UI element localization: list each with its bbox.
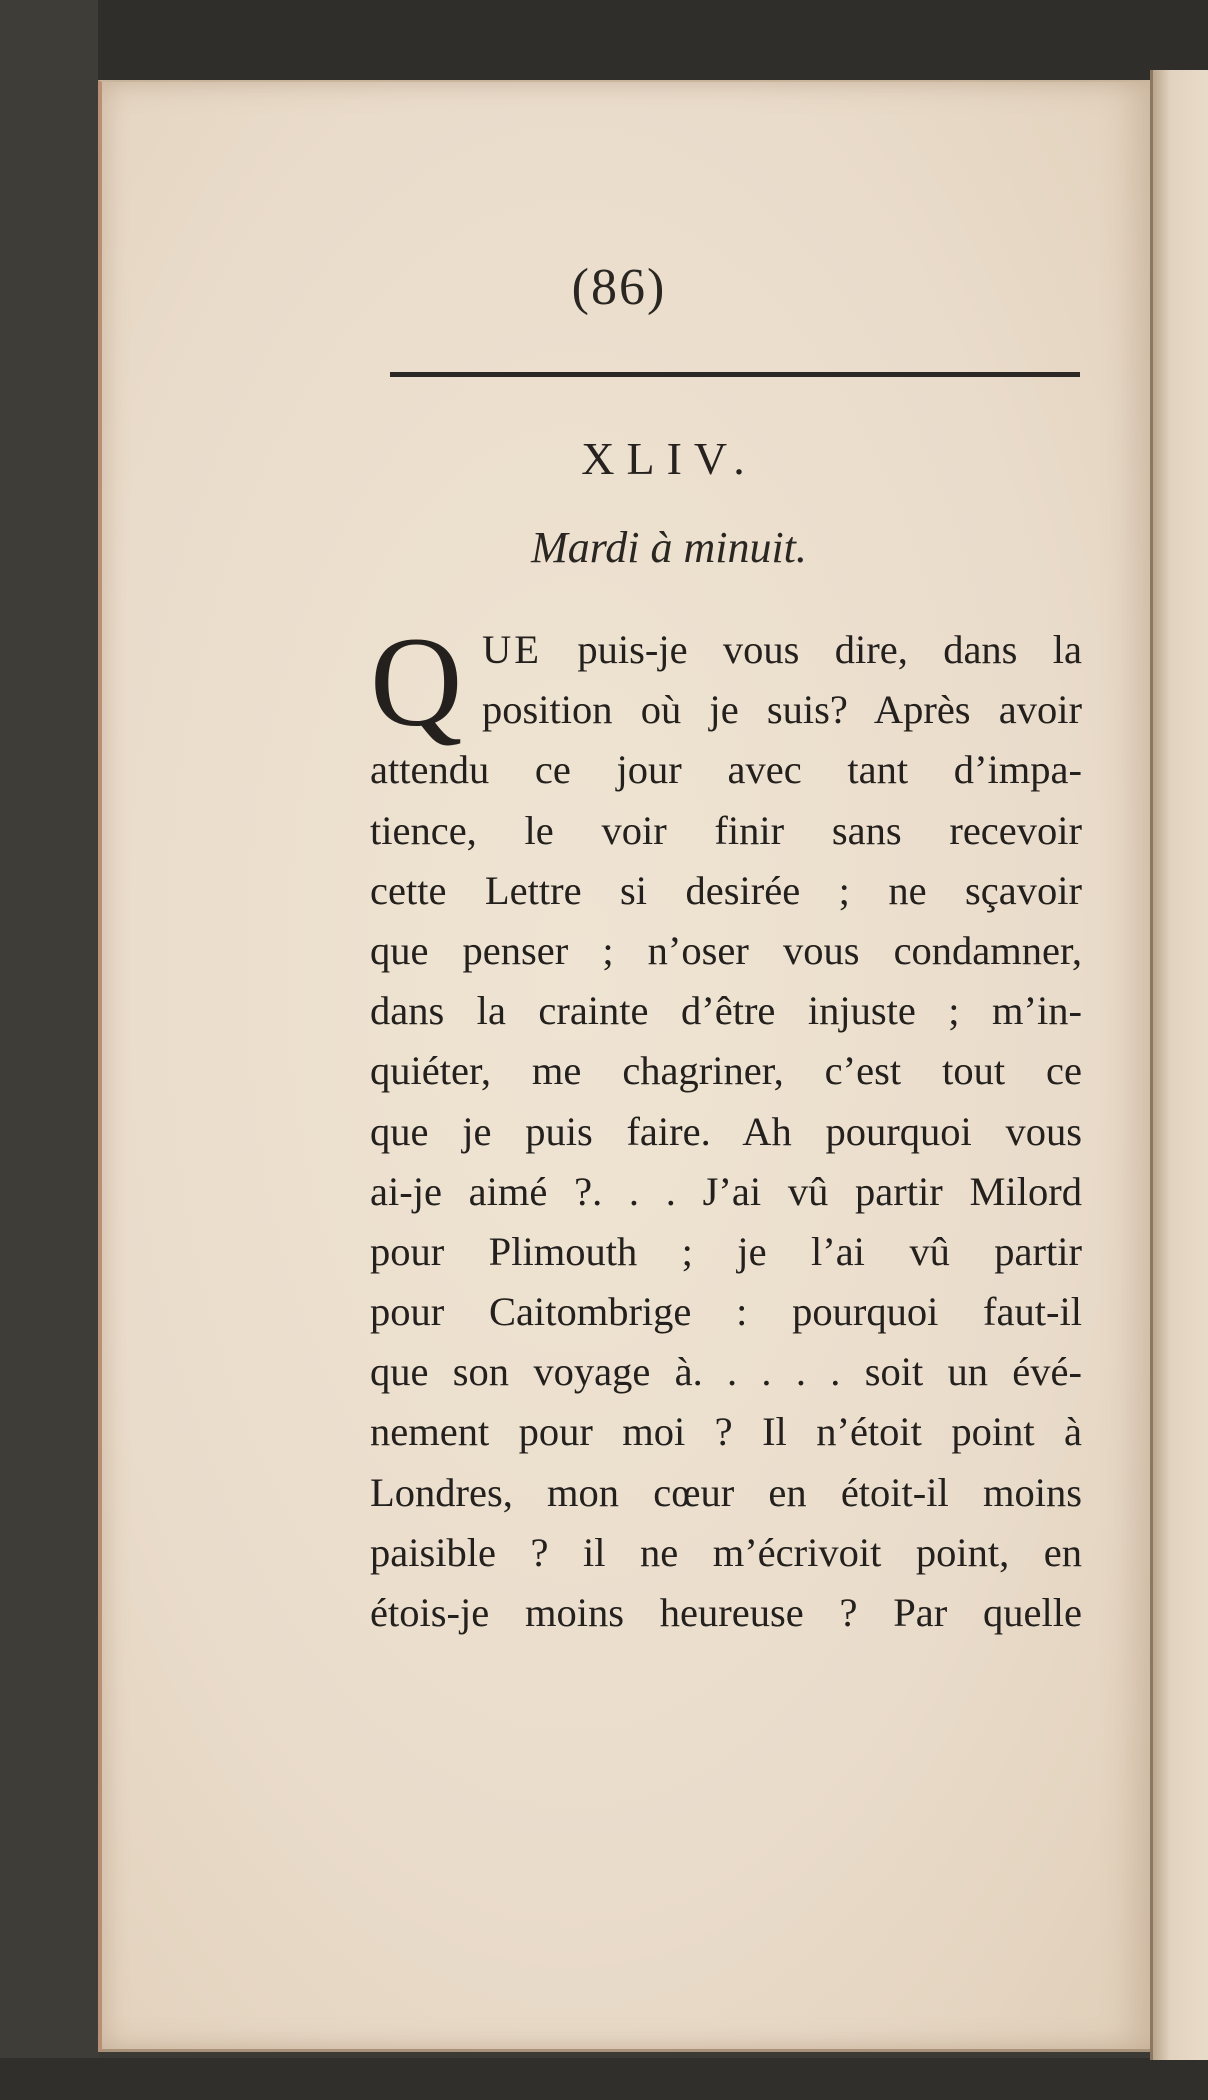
text-line: pour Plimouth ; je l’ai vû partir [370, 1228, 1082, 1274]
text-line: paisible ? il ne m’écrivoit point, en [370, 1529, 1082, 1575]
opening-word: UE [482, 627, 542, 672]
page-number: (86) [571, 259, 667, 316]
text-line: étois-je moins heureuse ? Par quelle [370, 1590, 1082, 1635]
text-line: ai-je aimé ?. . . J’ai vû partir Milord [370, 1168, 1082, 1214]
text-line: Londres, mon cœur en étoit-il moins [370, 1469, 1082, 1515]
text-line: nement pour moi ? Il n’étoit point à [370, 1409, 1082, 1455]
text-line: UE puis-je vous dire, dans la [482, 627, 1082, 672]
letter-number: XLIV. [581, 433, 757, 484]
text-line: cette Lettre si desirée ; ne sçavoir [370, 867, 1082, 913]
text-line: que son voyage à. . . . . soit un évé- [370, 1349, 1082, 1395]
letter-dateline: Mardi à minuit. [531, 523, 807, 572]
drop-cap: Q [370, 611, 463, 753]
text-line: tience, le voir finir sans recevoir [370, 807, 1082, 853]
text-line: attendu ce jour avec tant d’impa- [370, 747, 1082, 793]
text-line: position où je suis? Après avoir [482, 687, 1082, 733]
letter-body [370, 611, 1082, 1643]
text-line: quiéter, me chagriner, c’est tout ce [370, 1048, 1082, 1094]
scan-backdrop-bottom [0, 2058, 1208, 2100]
facing-page-edge [1150, 70, 1208, 2060]
text-line: que penser ; n’oser vous condamner, [370, 927, 1082, 973]
text-line: dans la crainte d’être injuste ; m’in- [370, 988, 1082, 1034]
text-line: pour Caitombrige : pourquoi faut-il [370, 1289, 1082, 1335]
text-line: que je puis faire. Ah pourquoi vous [370, 1108, 1082, 1154]
header-rule [390, 372, 1080, 377]
scan-backdrop-top [0, 0, 1208, 92]
